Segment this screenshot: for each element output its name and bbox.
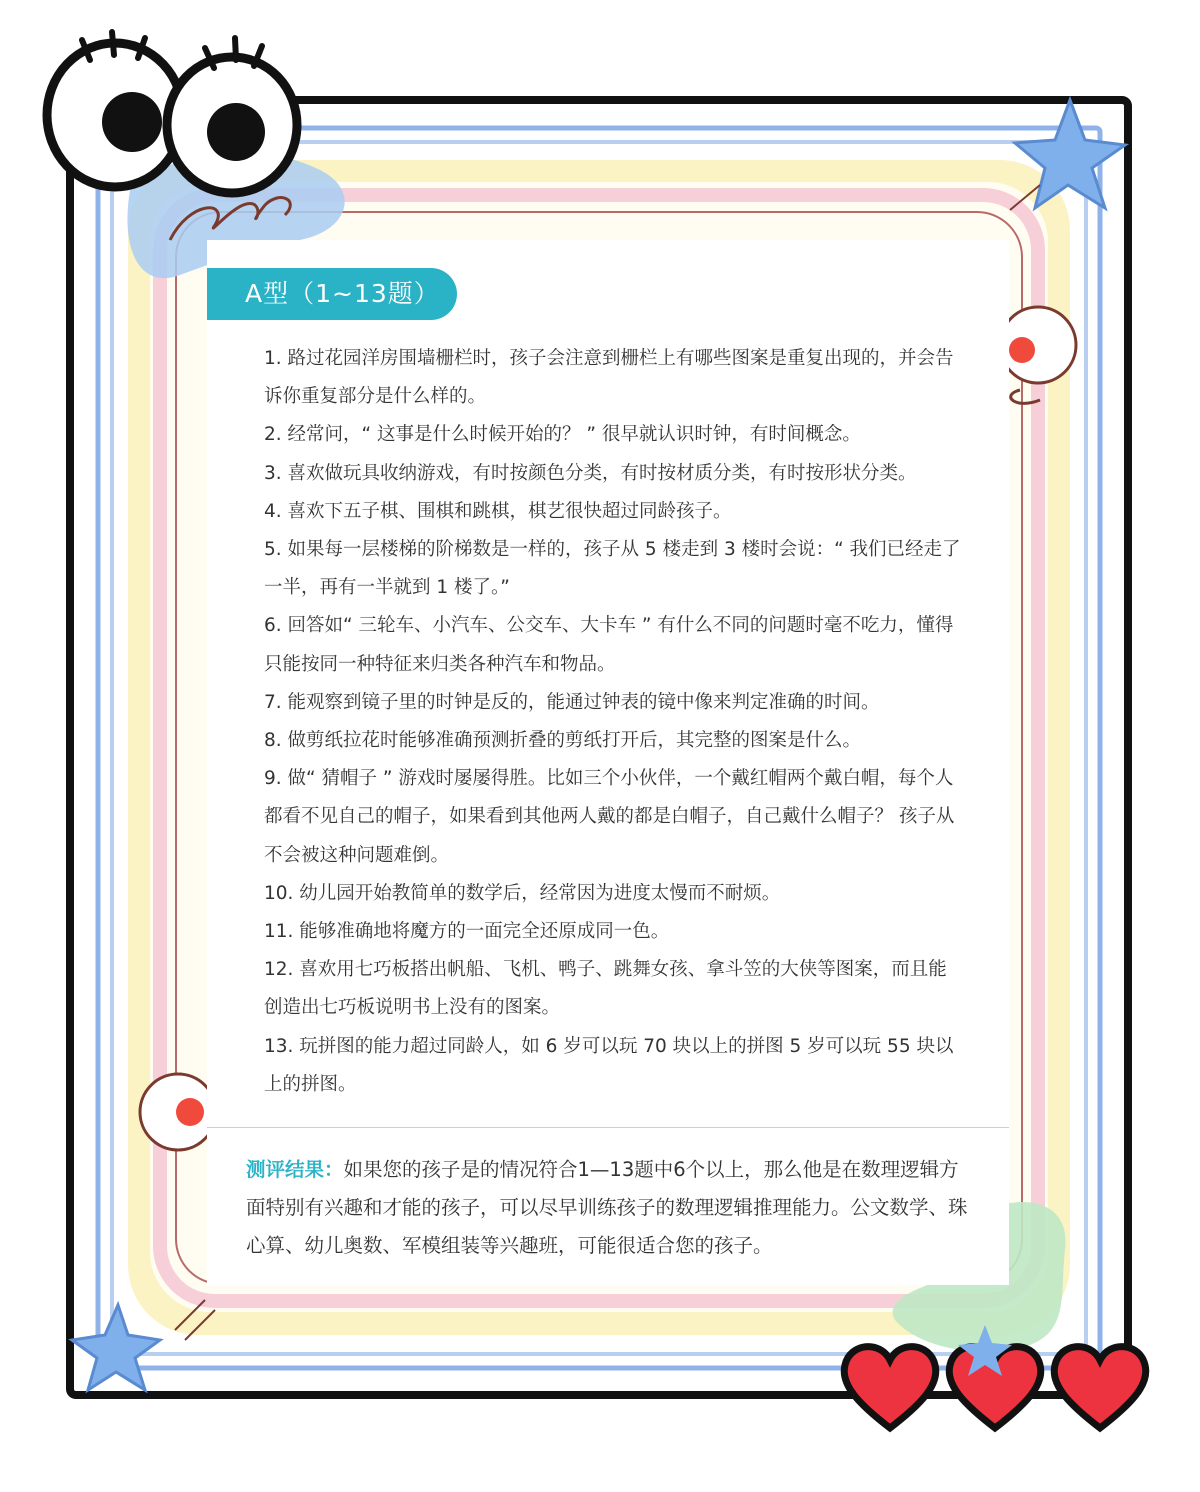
- question-item: 8. 做剪纸拉花时能够准确预测折叠的剪纸打开后，其完整的图案是什么。: [264, 730, 862, 752]
- heart-icon: [1054, 1347, 1146, 1428]
- question-item: 4. 喜欢下五子棋、围棋和跳棋，棋艺很快超过同龄孩子。: [264, 500, 732, 522]
- question-item: 12. 喜欢用七巧板搭出帆船、飞机、鸭子、跳舞女孩、拿斗笠的大侠等图案，而且能创造出七巧板说明书上没有的图案。: [264, 959, 947, 1019]
- result-text: 如果您的孩子是的情况符合1—13题中6个以上，那么他是在数理逻辑方面特别有兴趣和才能的孩子，可以尽早训练孩子的数理逻辑推理能力。公文数学、珠心算、幼儿奥数、军模组装等兴趣班，可能很适合您的孩子。: [246, 1158, 968, 1257]
- question-item: 3. 喜欢做玩具收纳游戏，有时按颜色分类，有时按材质分类，有时按形状分类。: [264, 462, 917, 484]
- result-label: 测评结果：: [246, 1158, 344, 1181]
- question-item: 9. 做“ 猜帽子 ” 游戏时屡屡得胜。比如三个小伙伴，一个戴红帽两个戴白帽，每个人都看不见自己的帽子，如果看到其他两人戴的都是白帽子，自己戴什么帽子？ 孩子从不会被这种问题难倒。: [264, 768, 955, 866]
- flower-icon: [140, 1074, 216, 1150]
- result-paragraph: [246, 1151, 976, 1265]
- question-item: 7. 能观察到镜子里的时钟是反的，能通过钟表的镜中像来判定准确的时间。: [264, 691, 880, 713]
- question-item: 2. 经常问，“ 这事是什么时候开始的？ ” 很早就认识时钟，有时间概念。: [264, 424, 861, 446]
- section-tag: A型（1~13题）: [207, 268, 457, 320]
- heart-icon: [844, 1347, 936, 1428]
- question-item: 1. 路过花园洋房围墙栅栏时，孩子会注意到栅栏上有哪些图案是重复出现的，并会告诉你重复部分是什么样的。: [264, 348, 954, 408]
- divider: [207, 1127, 1009, 1128]
- question-item: 13. 玩拼图的能力超过同龄人，如 6 岁可以玩 70 块以上的拼图 5 岁可以玩 55 块以上的拼图。: [264, 1035, 954, 1095]
- question-item: 10. 幼儿园开始教简单的数学后，经常因为进度太慢而不耐烦。: [264, 882, 781, 904]
- question-item: 5. 如果每一层楼梯的阶梯数是一样的，孩子从 5 楼走到 3 楼时会说：“ 我们已经走了一半，再有一半就到 1 楼了。”: [264, 539, 961, 599]
- question-list: [264, 340, 964, 1104]
- question-item: 11. 能够准确地将魔方的一面完全还原成同一色。: [264, 921, 670, 943]
- question-item: 6. 回答如“ 三轮车、小汽车、公交车、大卡车 ” 有什么不同的问题时毫不吃力，懂得只能按同一种特征来归类各种汽车和物品。: [264, 615, 954, 675]
